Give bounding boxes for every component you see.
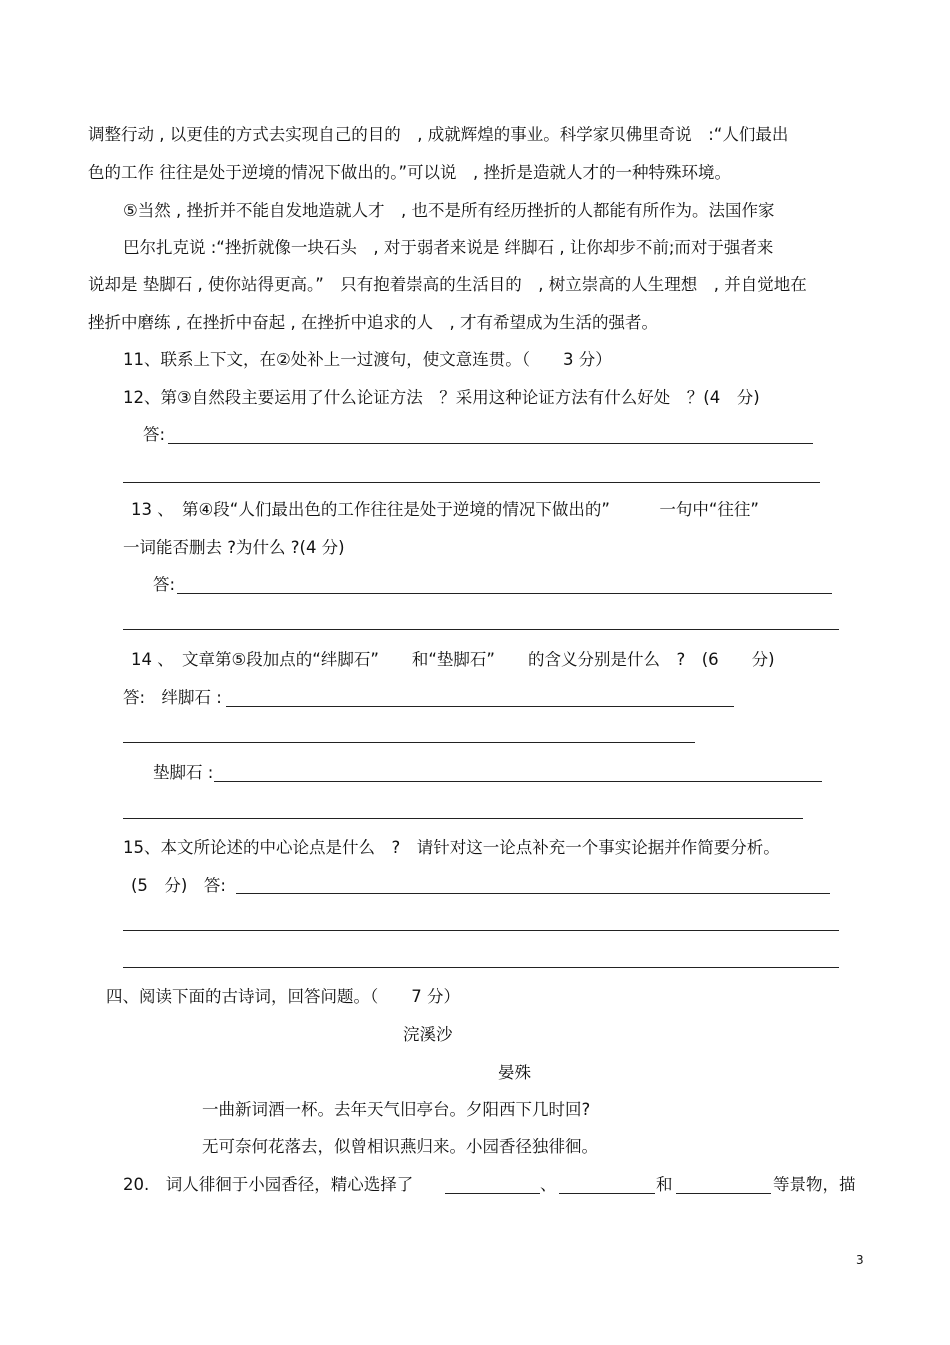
q20-blank-2[interactable] — [559, 1193, 655, 1194]
poem-line-1: 一曲新词酒一杯。去年天气旧亭台。夕阳西下几时回? — [202, 1100, 591, 1119]
q14-stumbling-stone-line-1[interactable] — [226, 706, 734, 707]
q13-answer-line-2[interactable] — [123, 629, 839, 630]
question-20-suffix: 等景物，描 — [773, 1175, 856, 1194]
poem-line-2: 无可奈何花落去，似曾相识燕归来。小园香径独徘徊。 — [202, 1137, 598, 1156]
q15-answer-line-1[interactable] — [236, 893, 830, 894]
q12-answer-line-1[interactable] — [168, 443, 813, 444]
poem-author: 晏殊 — [498, 1063, 531, 1082]
q12-answer-line-2[interactable] — [123, 482, 820, 483]
question-15: 15、本文所论述的中心论点是什么 ? 请针对这一论点补充一个事实论据并作简要分析。 — [123, 838, 780, 857]
q14-stepping-stone-line-2[interactable] — [123, 818, 803, 819]
poem-title: 浣溪沙 — [403, 1025, 453, 1044]
q20-separator-2: 和 — [656, 1175, 673, 1194]
paragraph4-line1: 调整行动 , 以更佳的方式去实现自己的目的 , 成就辉煌的事业。科学家贝佛里奇说 :“人们最出 — [88, 125, 789, 144]
question-11: 11、联系上下文，在②处补上一过渡句，使文意连贯。（ 3 分） — [123, 350, 612, 369]
page-number: 3 — [856, 1253, 864, 1267]
q15-answer-line-3[interactable] — [123, 967, 839, 968]
q12-answer-label: 答: — [143, 425, 166, 444]
q14-stumbling-stone-label: 答: 绊脚石 : — [123, 688, 222, 707]
q13-answer-label: 答: — [153, 575, 176, 594]
q14-stepping-stone-label: 垫脚石 : — [153, 763, 214, 782]
paragraph4-line2: 色的工作 往往是处于逆境的情况下做出的。”可以说 , 挫折是造就人才的一种特殊环境。 — [88, 163, 732, 182]
question-20-prefix: 20. 词人徘徊于小园香径，精心选择了 — [123, 1175, 414, 1194]
section-4-heading: 四、阅读下面的古诗词，回答问题。（ 7 分） — [106, 987, 460, 1006]
q14-stumbling-stone-line-2[interactable] — [123, 742, 695, 743]
paragraph5-line2: 巴尔扎克说 :“挫折就像一块石头 , 对于弱者来说是 绊脚石 , 让你却步不前;而对于强者来 — [123, 238, 774, 257]
question-13-line2: 一词能否删去 ?为什么 ?(4 分) — [123, 538, 345, 557]
paragraph5-line1: ⑤当然 , 挫折并不能自发地造就人才 , 也不是所有经历挫折的人都能有所作为。法国作家 — [123, 201, 775, 220]
question-12: 12、第③自然段主要运用了什么论证方法 ？采用这种论证方法有什么好处 ？(4 分) — [123, 388, 760, 407]
q15-answer-label: (5 分) 答: — [131, 876, 226, 895]
paragraph5-line4: 挫折中磨练 , 在挫折中奋起 , 在挫折中追求的人 , 才有希望成为生活的强者。 — [88, 313, 658, 332]
q15-answer-line-2[interactable] — [123, 930, 839, 931]
q20-blank-3[interactable] — [676, 1193, 771, 1194]
q14-stepping-stone-line-1[interactable] — [214, 781, 822, 782]
paragraph5-line3: 说却是 垫脚石 , 使你站得更高。” 只有抱着崇高的生活目的 , 树立崇高的人生理想 , 并自觉地在 — [88, 275, 807, 294]
q20-blank-1[interactable] — [445, 1193, 540, 1194]
q20-separator-1: 、 — [540, 1175, 557, 1194]
question-13-line1: 13 、 第④段“人们最出色的工作往往是处于逆境的情况下做出的” 一句中“往往” — [131, 500, 759, 519]
q13-answer-line-1[interactable] — [177, 593, 832, 594]
question-14: 14 、 文章第⑤段加点的“绊脚石” 和“垫脚石” 的含义分别是什么 ? (6 分) — [131, 650, 775, 669]
